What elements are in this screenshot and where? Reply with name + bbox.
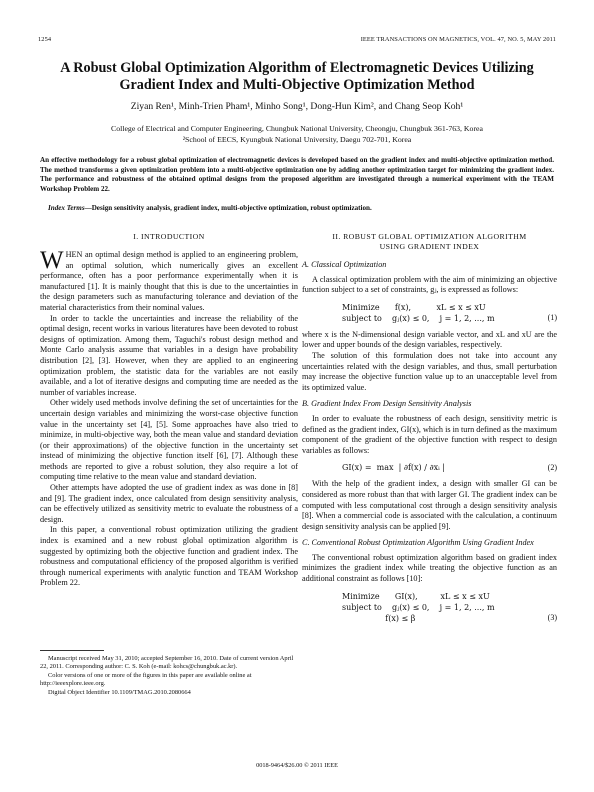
paragraph-text: HEN an optimal design method is applied to an engineering problem, an optimal solution, which numerically gives an excellent performance, often has a poor performance experimentally when it is manufactured [1]. It is mainly thought that this is due to the uncertainties in the design parameters such as manufacturing tolerance and deviation of the material characteristics from their nominal values. bbox=[40, 250, 298, 312]
equation-number: (3) bbox=[547, 613, 557, 623]
abstract: An effective methodology for a robust global optimization of electromagnetic devices is developed based on the gradient index and multi-objective optimization method. The method transforms a given optimization problem into a multi-objective optimization one by adding another optimization target for minimizing the gradient index. The performance and robustness of the obtained optimal designs from the proposed algorithm are investigated through a numerical experiment with the TEAM Workshop Problem 22. bbox=[40, 156, 554, 193]
footnote: Digital Object Identifier 10.1109/TMAG.2010.2080664 bbox=[48, 689, 191, 696]
subsection-heading: B. Gradient Index From Design Sensitivity Analysis bbox=[302, 399, 472, 409]
drop-cap: W bbox=[40, 247, 64, 274]
running-header bbox=[38, 36, 556, 43]
section-heading bbox=[302, 232, 557, 252]
right-column bbox=[302, 232, 557, 630]
journal-name: IEEE TRANSACTIONS ON MAGNETICS, VOL. 47, NO. 5, MAY 2011 bbox=[360, 36, 556, 43]
section-heading: I. INTRODUCTION bbox=[133, 232, 205, 241]
footnote: Color versions of one or more of the figures in this paper are available online at http://ieeexplore.ieee.org. bbox=[40, 672, 252, 687]
page-number: 1254 bbox=[38, 36, 52, 43]
equation-1 bbox=[302, 302, 557, 324]
subsection-heading: A. Classical Optimization bbox=[302, 260, 387, 269]
section-heading-line: II. ROBUST GLOBAL OPTIMIZATION ALGORITHM bbox=[332, 232, 527, 241]
index-terms bbox=[48, 204, 554, 212]
paragraph: The conventional robust optimization algorithm based on gradient index minimizes the gradient index while treating the objective function as an additional constraint as follows [10]: bbox=[302, 552, 557, 584]
affiliation-2: ²School of EECS, Kyungbuk National University, Daegu 702-701, Korea bbox=[182, 135, 412, 144]
equation-number: (1) bbox=[547, 313, 557, 323]
equation-2 bbox=[302, 462, 557, 473]
paragraph: Other attempts have adopted the use of gradient index as was done in [8] and [9]. The gradient index, once calculated from design sensitivity analysis, can be effectively utilized as sensitivity metric to evaluate the robustness of a design. bbox=[40, 483, 298, 524]
footnote-rule bbox=[40, 650, 104, 651]
equation-number: (2) bbox=[547, 462, 557, 472]
paragraph: In order to evaluate the robustness of each design, sensitivity metric is defined as the gradient index, GI(x), which is in turn defined as the maximum component of the gradient of the objective function with respect to design variables as follows: bbox=[302, 413, 557, 455]
equation-body: GI(x) = max | ∂f(x) / ∂xᵢ | bbox=[342, 463, 445, 473]
affiliation-1: College of Electrical and Computer Engineering, Chungbuk National University, Cheongju, Chungbuk 361-763, Korea bbox=[111, 124, 483, 133]
paragraph: In order to tackle the uncertainties and increase the reliability of the optimal design, recent works in various literatures have been devoted to robust designs of optimization. Among them, Taguchi's robust design method and Monte Carlo analysis assume that variables in a design have probability distribution [2], [3]. However, when they are applied to an engineering optimization problem, the statistic data for the variables are not easily available, and a lot of iterative designs and computing time are needed as the number of variables increase. bbox=[40, 313, 298, 397]
paragraph: Other widely used methods involve defining the set of uncertainties for the uncertain design variables and minimizing the worst-case objective function value in the uncertainty set [4], [5]. Some approaches have also tried to minimize, in multi-objective way, both the mean value and standard deviation (or their approximations) of the objective function in the uncertainty set instead of minimizing the objective function itself [6], [7]. Although these methods are reported to give a robust solution, they also require a lot of computing time relative to the mean value and standard deviation. bbox=[40, 398, 298, 482]
paper-title: A Robust Global Optimization Algorithm of Electromagnetic Devices Utilizing Gradient Index and Multi-Objective Optimization Method bbox=[60, 60, 534, 93]
equation-body: Minimize f(x), xL ≤ x ≤ xU subject to gⱼ(x) ≤ 0, j = 1, 2, ..., m bbox=[342, 302, 495, 323]
issn-footer: 0018-9464/$26.00 © 2011 IEEE bbox=[256, 762, 338, 769]
footnotes bbox=[40, 650, 298, 698]
paragraph bbox=[40, 247, 298, 314]
left-column bbox=[40, 232, 298, 589]
equation-body: Minimize GI(x), xL ≤ x ≤ xU subject to gⱼ(x) ≤ 0, j = 1, 2, ..., m f(x) ≤ β bbox=[342, 591, 495, 623]
subsection-heading: C. Conventional Robust Optimization Algorithm Using Gradient Index bbox=[302, 538, 534, 548]
index-terms-label: Index Terms bbox=[48, 204, 85, 212]
section-heading-line: USING GRADIENT INDEX bbox=[379, 242, 480, 251]
paragraph: The solution of this formulation does not take into account any uncertainties related with the design variables, and thus, small perturbation may increase the objective function value up to an unacceptable level from its optimized value. bbox=[302, 350, 557, 392]
index-terms-text: —Design sensitivity analysis, gradient index, multi-objective optimization, robust optimization. bbox=[84, 204, 372, 212]
paragraph: With the help of the gradient index, a design with smaller GI can be considered as more robust than that with larger GI. The gradient index can be computed with less computational cost through a design sensitivity analysis [8]. When a commercial code is associated with the calculation, a continuum design sensitivity analysis can be applied [9]. bbox=[302, 479, 557, 531]
author-list: Ziyan Ren¹, Minh-Trien Pham¹, Minho Song¹, Dong-Hun Kim², and Chang Seop Koh¹ bbox=[130, 101, 464, 112]
paragraph: In this paper, a conventional robust optimization utilizing the gradient index is examined and a new robust global optimization algorithm is suggested by optimizing both the objective function and gradient index. The robustness and computational efficiency of the proposed algorithm is verified through numerical experiments with analytic function and TEAM Workshop Problem 22. bbox=[40, 525, 298, 588]
paragraph: A classical optimization problem with the aim of minimizing an objective function subject to a set of constraints, gⱼ, is expressed as follows: bbox=[302, 274, 557, 295]
footnote: Manuscript received May 31, 2010; accepted September 16, 2010. Date of current version April 22, 2011. Corresponding author: C. S. Koh (e-mail: kohcs@chungbuk.ac.kr). bbox=[40, 655, 294, 670]
paragraph: where x is the N-dimensional design variable vector, and xL and xU are the lower and upper bounds of the design variables, respectively. bbox=[302, 329, 557, 350]
equation-3 bbox=[302, 591, 557, 624]
